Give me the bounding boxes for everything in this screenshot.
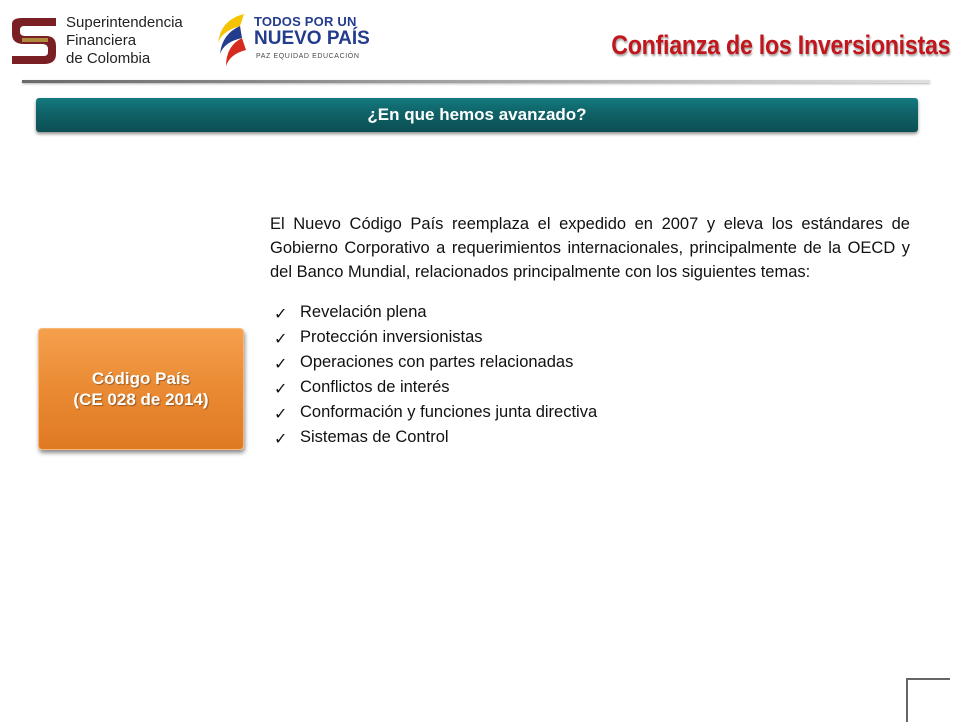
topic-label: Protección inversionistas [300,328,483,346]
sfc-logo [8,14,183,70]
header-divider [22,80,930,83]
corner-frame-decoration [906,678,950,722]
section-banner: ¿En que hemos avanzado? [36,98,918,132]
checkmark-icon: ✓ [274,356,288,373]
codigo-pais-title: Código País [91,369,191,388]
codigo-pais-reference: (CE 028 de 2014) [73,390,209,409]
intro-paragraph: El Nuevo Código País reemplaza el expedido en 2007 y eleva los estándares de Gobierno Corporativo a requerimientos internacionales, principalmente de la OECD y del Banco Mundial, relacionados principalmente con los siguientes temas: [270,215,910,281]
list-item [270,400,910,425]
sfc-logo-text [66,14,183,68]
topic-label: Conformación y funciones junta directiva [300,403,598,421]
checkmark-icon: ✓ [274,306,288,323]
checkmark-icon: ✓ [274,381,288,398]
topics-list [270,300,910,450]
list-item [270,300,910,325]
government-logo-line1: TODOS POR UN [254,14,357,29]
sfc-logo-line: de Colombia [66,50,151,67]
sfc-logo-line: Superintendencia [66,14,183,31]
list-item [270,425,910,450]
list-item [270,325,910,350]
topic-label: Revelación plena [300,303,427,321]
list-item [270,350,910,375]
topic-label: Sistemas de Control [300,428,449,446]
list-item [270,375,910,400]
topic-label: Operaciones con partes relacionadas [300,353,574,371]
government-logo-line2: NUEVO PAÍS [254,28,370,49]
government-logo [214,10,374,72]
topic-label: Conflictos de interés [300,378,450,396]
sfc-emblem-icon [8,16,60,66]
checkmark-icon: ✓ [274,331,288,348]
header [0,0,960,90]
sfc-logo-line: Financiera [66,32,137,49]
checkmark-icon: ✓ [274,406,288,423]
colombia-tricolor-swoosh-icon [214,10,256,70]
content-body [270,212,910,450]
codigo-pais-box [38,328,244,450]
page-title: Confianza de los Inversionistas [610,30,950,60]
government-logo-tagline: PAZ EQUIDAD EDUCACIÓN [256,53,360,60]
checkmark-icon: ✓ [274,431,288,448]
